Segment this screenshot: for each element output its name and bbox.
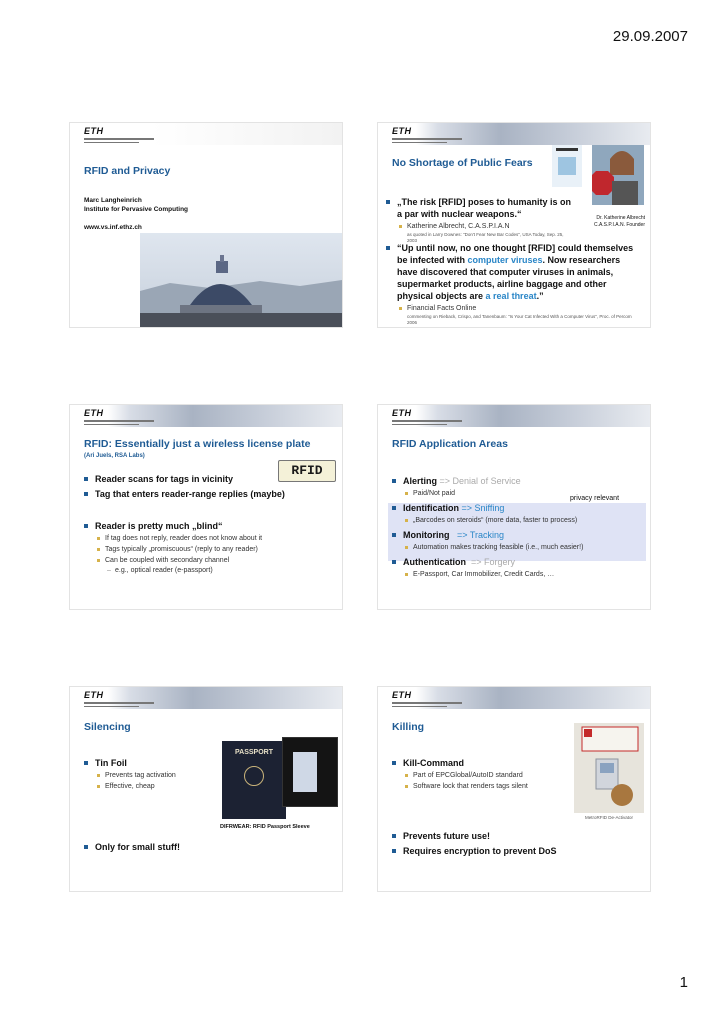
passport-label: PASSPORT <box>235 749 273 756</box>
slide-title: RFID and Privacy <box>84 165 171 177</box>
highlight-text: a real threat <box>485 291 537 301</box>
quote-text: “Up until now, no one thought [RFID] could themselves be infected with <box>397 243 634 265</box>
threat-text: => Forgery <box>471 557 516 567</box>
privacy-relevant-label: privacy relevant <box>570 495 620 502</box>
bullet-text: Authentication <box>403 557 466 567</box>
highlight-text: computer viruses <box>467 255 543 265</box>
bullet-item <box>392 475 642 499</box>
bullet-text: Kill-Command <box>403 758 465 768</box>
sub-bullet-item <box>95 555 334 576</box>
slide-title: Silencing <box>84 721 131 733</box>
sub-sub-bullet-item: – e.g., optical reader (e-passport) <box>105 566 334 576</box>
eth-logo: ETH <box>84 126 154 143</box>
photo-caption: C.A.S.P.I.A.N. Founder <box>593 221 645 228</box>
passport-seal-icon <box>244 766 264 786</box>
katherine-albrecht-photo <box>592 145 644 205</box>
photo-caption: Dr. Katherine Albrecht <box>596 215 645 221</box>
bullet-list <box>392 475 642 583</box>
slide-rfid-and-privacy <box>70 123 342 327</box>
bullet-list <box>84 841 224 856</box>
quote-source: Katherine Albrecht, C.A.S.P.I.A.N <box>407 223 510 230</box>
institute-name: Institute for Pervasive Computing <box>84 206 189 213</box>
page-number: 1 <box>679 974 688 991</box>
sub-bullet-item: Tags typically „promiscuous“ (reply to any reader) <box>95 544 334 555</box>
bullet-item <box>392 529 642 553</box>
bullet-list <box>392 830 642 860</box>
bullet-item <box>392 502 642 526</box>
bullet-list <box>386 242 642 327</box>
deactivator-photo <box>574 723 644 813</box>
eth-logo: ETH <box>84 690 154 707</box>
bullet-item <box>386 242 642 326</box>
sub-bullet-item: Software lock that renders tags silent <box>403 781 572 792</box>
image-caption: MetroRFID De-Activator <box>584 815 633 820</box>
bullet-list <box>386 196 572 247</box>
eth-logo: ETH <box>392 126 462 143</box>
quote-text: „The risk [RFID] poses to humanity is on a par with nuclear weapons.“ <box>397 197 572 219</box>
sub-bullet-item: Part of EPCGlobal/AutoID standard <box>403 770 572 781</box>
sub-bullet-item: Paid/Not paid <box>403 488 642 499</box>
bullet-item: Tag that enters reader-range replies (maybe) <box>84 488 334 500</box>
sub-bullet-item: „Barcodes on steroids“ (more data, faster to process) <box>403 515 642 526</box>
slide-application-areas <box>378 405 650 609</box>
eth-logo: ETH <box>392 408 462 425</box>
bullet-item <box>386 196 572 244</box>
slide-title: Killing <box>392 721 425 733</box>
bullet-text: Alerting <box>403 476 438 486</box>
bullet-item <box>84 520 334 576</box>
passport-sleeve-image <box>282 737 338 807</box>
passport-image <box>222 741 286 819</box>
quote-source-note: commenting on Rieback, Crispo, and Tanenbaum: "Is Your Cat Infected With a Computer Virus", Proc. of Percom 2006 <box>407 314 632 325</box>
threat-text: => Denial of Service <box>439 476 521 486</box>
threat-text: => Tracking <box>457 530 505 540</box>
eth-logo: ETH <box>392 690 462 707</box>
threat-text: => Sniffing <box>461 503 505 513</box>
license-plate-image: RFID <box>278 460 336 482</box>
sub-bullet-item: Automation makes tracking feasible (i.e., much easier!) <box>403 542 642 553</box>
bullet-item: Reader scans for tags in vicinity <box>84 473 334 485</box>
page-date: 29.09.2007 <box>612 28 688 45</box>
eth-building-photo <box>140 233 342 327</box>
bullet-text: Tin Foil <box>95 758 127 768</box>
sub-bullet-item: E-Passport, Car Immobilizer, Credit Cards, … <box>403 569 642 580</box>
slide-subtitle: (Ari Juels, RSA Labs) <box>84 453 145 459</box>
sub-bullet-item: Prevents tag activation <box>95 770 224 781</box>
slide-title: RFID Application Areas <box>392 438 508 450</box>
quote-text: . Now researchers have discovered that computer viruses in animals, supermarket products, airline baggage and other physical objects are <box>397 255 621 301</box>
eth-logo: ETH <box>84 408 154 425</box>
bullet-item: Only for small stuff! <box>84 841 224 853</box>
slide-title: RFID: Essentially just a wireless license plate <box>84 438 311 450</box>
bullet-item: Requires encryption to prevent DoS <box>392 845 642 857</box>
slide-title: No Shortage of Public Fears <box>392 157 533 169</box>
quote-text: .” <box>536 291 544 301</box>
quote-source: Financial Facts Online <box>407 305 477 312</box>
bullet-list <box>84 473 334 503</box>
slide-silencing <box>70 687 342 891</box>
spychips-book-cover <box>552 145 582 187</box>
slide-killing <box>378 687 650 891</box>
quote-source-note: as quoted in Larry Downes: "Don't Fear New Bar Codes", USA Today, Sep. 25, 2003 <box>407 232 564 243</box>
bullet-list <box>84 520 334 579</box>
sub-bullet-item <box>397 221 572 244</box>
bullet-item <box>392 556 642 580</box>
bullet-item <box>392 757 572 792</box>
sub-bullet-text: Can be coupled with secondary channel <box>105 557 230 564</box>
sub-bullet-item <box>397 303 642 326</box>
slide-wireless-license-plate <box>70 405 342 609</box>
author-name: Marc Langheinrich <box>84 197 142 204</box>
bullet-text: Identification <box>403 503 459 513</box>
image-caption: DIFRWEAR: RFID Passport Sleeve <box>220 824 310 830</box>
bullet-text: Monitoring <box>403 530 450 540</box>
sub-bullet-item: If tag does not reply, reader does not know about it <box>95 533 334 544</box>
bullet-list <box>392 757 572 795</box>
bullet-item <box>84 757 224 792</box>
bullet-text: Reader is pretty much „blind“ <box>95 521 223 531</box>
sub-bullet-item: Effective, cheap <box>95 781 224 792</box>
bullet-item: Prevents future use! <box>392 830 642 842</box>
slide-public-fears <box>378 123 650 327</box>
bullet-list <box>84 757 224 795</box>
website-url: www.vs.inf.ethz.ch <box>84 224 142 231</box>
